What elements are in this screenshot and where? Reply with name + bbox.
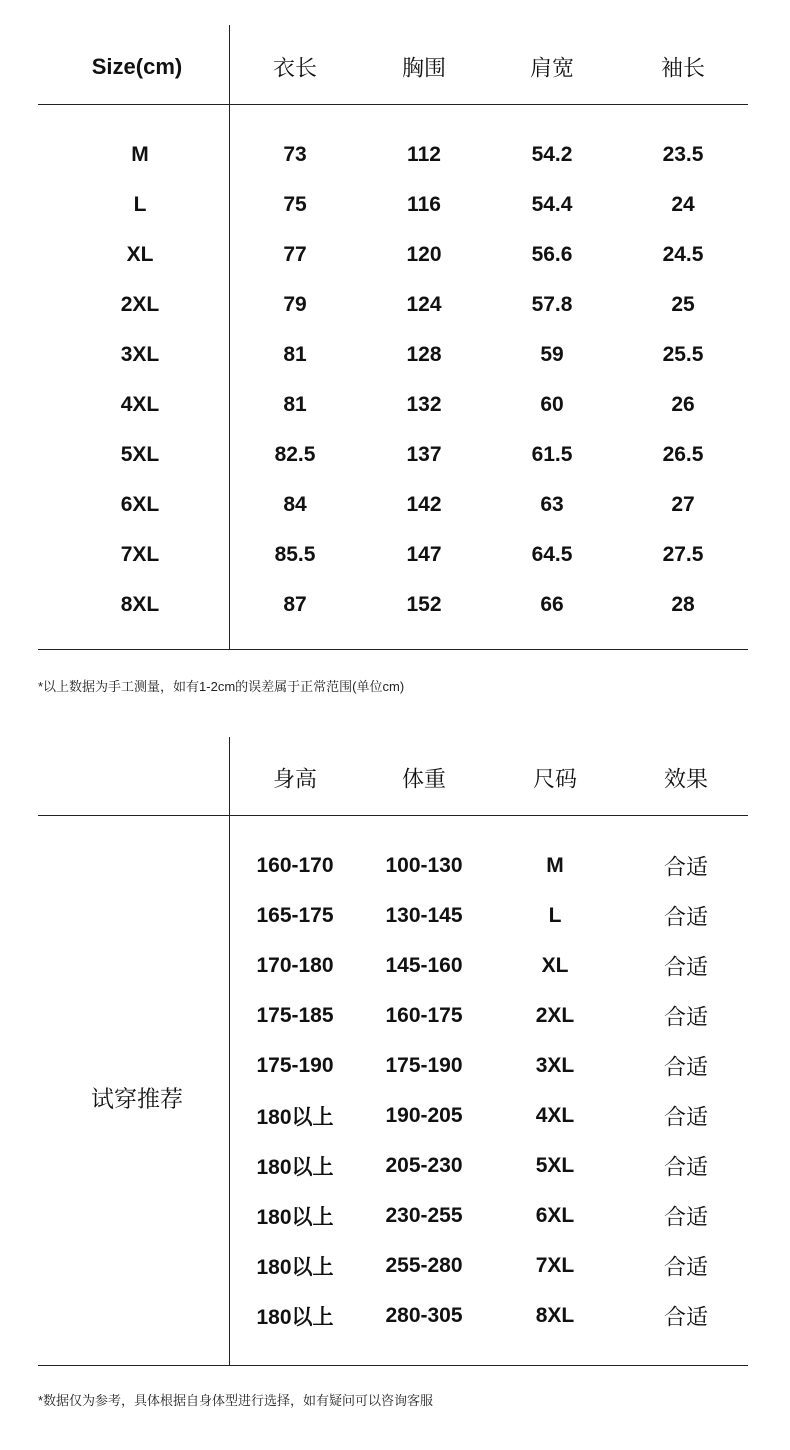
fit-table-cell: 175-185 bbox=[256, 1004, 334, 1027]
size-table-cell: 25 bbox=[671, 293, 695, 316]
size-table-cell: 57.8 bbox=[531, 293, 573, 316]
fit-table-label: 试穿推荐 bbox=[91, 1085, 183, 1112]
size-table-cell: 59 bbox=[540, 343, 564, 366]
fit-table-cell: 100-130 bbox=[385, 854, 463, 877]
size-table-cell: 56.6 bbox=[531, 243, 573, 266]
fit-table-cell: 6XL bbox=[535, 1204, 575, 1227]
fit-table-cell: 165-175 bbox=[256, 904, 334, 927]
fit-table-cell: 合适 bbox=[663, 1254, 709, 1280]
size-table-cell: 26.5 bbox=[662, 443, 704, 466]
size-table-cell: 4XL bbox=[120, 393, 160, 416]
size-table-divider-vertical bbox=[229, 25, 230, 650]
fit-table-cell: 合适 bbox=[663, 1154, 709, 1180]
fit-table-cell: 合适 bbox=[663, 1054, 709, 1080]
fit-table-cell: 190-205 bbox=[385, 1104, 463, 1127]
size-table-cell: 112 bbox=[407, 143, 441, 166]
size-table-header-divider bbox=[38, 104, 748, 105]
size-table-header: 肩宽 bbox=[529, 55, 575, 81]
size-table-cell: 137 bbox=[406, 443, 442, 466]
fit-table-cell: 2XL bbox=[535, 1004, 575, 1027]
fit-table-cell: 160-170 bbox=[256, 854, 334, 877]
size-table-cell: 85.5 bbox=[274, 543, 316, 566]
size-table-cell: 152 bbox=[406, 593, 442, 616]
fit-table-divider-vertical bbox=[229, 737, 230, 1365]
size-table-cell: 54.4 bbox=[531, 193, 573, 216]
size-table-cell: L bbox=[133, 193, 147, 216]
fit-table-cell: 180以上 bbox=[256, 1106, 334, 1129]
size-table-cell: 75 bbox=[283, 193, 307, 216]
fit-table-cell: 175-190 bbox=[385, 1054, 463, 1077]
size-table-cell: 61.5 bbox=[531, 443, 573, 466]
size-table-header: 胸围 bbox=[401, 55, 447, 81]
size-table-cell: 147 bbox=[406, 543, 442, 566]
fit-table-cell: 180以上 bbox=[256, 1206, 334, 1229]
fit-table-cell: 8XL bbox=[535, 1304, 575, 1327]
fit-table-cell: 7XL bbox=[535, 1254, 575, 1277]
size-table-cell: 81 bbox=[283, 393, 307, 416]
fit-table-cell: 130-145 bbox=[385, 904, 463, 927]
fit-table-cell: L bbox=[548, 904, 562, 927]
size-table-cell: 81 bbox=[283, 343, 307, 366]
size-table-header: Size(cm) bbox=[91, 54, 183, 79]
fit-table-header-divider bbox=[38, 815, 748, 816]
fit-table-header: 体重 bbox=[401, 766, 447, 792]
size-table-cell: 64.5 bbox=[531, 543, 573, 566]
size-table-cell: 6XL bbox=[120, 493, 160, 516]
fit-table-cell: M bbox=[546, 854, 564, 877]
size-table-cell: 25.5 bbox=[662, 343, 704, 366]
size-table-cell: 26 bbox=[671, 393, 695, 416]
fit-table-cell: 205-230 bbox=[385, 1154, 463, 1177]
size-table-cell: 84 bbox=[283, 493, 307, 516]
fit-table-cell: 合适 bbox=[663, 1304, 709, 1330]
size-table-cell: 2XL bbox=[120, 293, 160, 316]
size-table-cell: 63 bbox=[540, 493, 564, 516]
size-table-bottom-border bbox=[38, 649, 748, 650]
fit-table-cell: 4XL bbox=[535, 1104, 575, 1127]
fit-table-bottom-border bbox=[38, 1365, 748, 1366]
size-table-header: 衣长 bbox=[272, 55, 318, 81]
size-table-cell: XL bbox=[126, 243, 154, 266]
size-table-cell: 82.5 bbox=[274, 443, 316, 466]
fit-table-cell: 合适 bbox=[663, 904, 709, 930]
fit-table-cell: 180以上 bbox=[256, 1156, 334, 1179]
fit-table-cell: 180以上 bbox=[256, 1306, 334, 1329]
size-table-cell: 73 bbox=[283, 143, 307, 166]
size-table-cell: 54.2 bbox=[531, 143, 573, 166]
fit-table-cell: 170-180 bbox=[256, 954, 334, 977]
fit-table-header: 效果 bbox=[663, 766, 709, 792]
fit-table-header: 尺码 bbox=[532, 766, 578, 792]
fit-table-note: *数据仅为参考，具体根据自身体型进行选择，如有疑问可以咨询客服 bbox=[38, 1393, 434, 1408]
fit-table-cell: 3XL bbox=[535, 1054, 575, 1077]
size-table-cell: 27 bbox=[671, 493, 695, 516]
fit-table-cell: 280-305 bbox=[385, 1304, 463, 1327]
fit-table-cell: 230-255 bbox=[385, 1204, 463, 1227]
fit-table-cell: 合适 bbox=[663, 1204, 709, 1230]
size-table-cell: 124 bbox=[406, 293, 442, 316]
fit-table-cell: 5XL bbox=[535, 1154, 575, 1177]
size-table-note: *以上数据为手工测量，如有1-2cm的误差属于正常范围(单位cm) bbox=[38, 679, 405, 694]
fit-table-cell: 180以上 bbox=[256, 1256, 334, 1279]
size-table-cell: 128 bbox=[406, 343, 442, 366]
size-table-cell: 116 bbox=[407, 193, 441, 216]
size-table-cell: 7XL bbox=[120, 543, 160, 566]
size-table-cell: 27.5 bbox=[662, 543, 704, 566]
size-table-cell: 3XL bbox=[120, 343, 160, 366]
size-table-cell: 28 bbox=[671, 593, 695, 616]
size-table-cell: 87 bbox=[283, 593, 307, 616]
size-table-cell: 77 bbox=[283, 243, 307, 266]
size-table-cell: M bbox=[131, 143, 149, 166]
fit-table-cell: 合适 bbox=[663, 954, 709, 980]
fit-table-header: 身高 bbox=[272, 766, 318, 792]
fit-table-cell: 175-190 bbox=[256, 1054, 334, 1077]
size-table-header: 袖长 bbox=[660, 55, 706, 81]
size-table-cell: 5XL bbox=[120, 443, 160, 466]
fit-table-cell: 145-160 bbox=[385, 954, 463, 977]
fit-table-cell: 合适 bbox=[663, 1104, 709, 1130]
size-table-cell: 24.5 bbox=[662, 243, 704, 266]
size-table-cell: 60 bbox=[540, 393, 564, 416]
size-table-cell: 142 bbox=[406, 493, 442, 516]
size-table-cell: 24 bbox=[671, 193, 695, 216]
size-table-cell: 120 bbox=[406, 243, 442, 266]
fit-table-cell: 合适 bbox=[663, 1004, 709, 1030]
size-table-cell: 79 bbox=[283, 293, 307, 316]
fit-table-cell: XL bbox=[541, 954, 569, 977]
size-table-cell: 66 bbox=[540, 593, 564, 616]
fit-table-cell: 255-280 bbox=[385, 1254, 463, 1277]
size-table-cell: 8XL bbox=[120, 593, 160, 616]
size-table-cell: 23.5 bbox=[662, 143, 704, 166]
fit-table-cell: 160-175 bbox=[385, 1004, 463, 1027]
size-table-cell: 132 bbox=[406, 393, 442, 416]
fit-table-cell: 合适 bbox=[663, 854, 709, 880]
